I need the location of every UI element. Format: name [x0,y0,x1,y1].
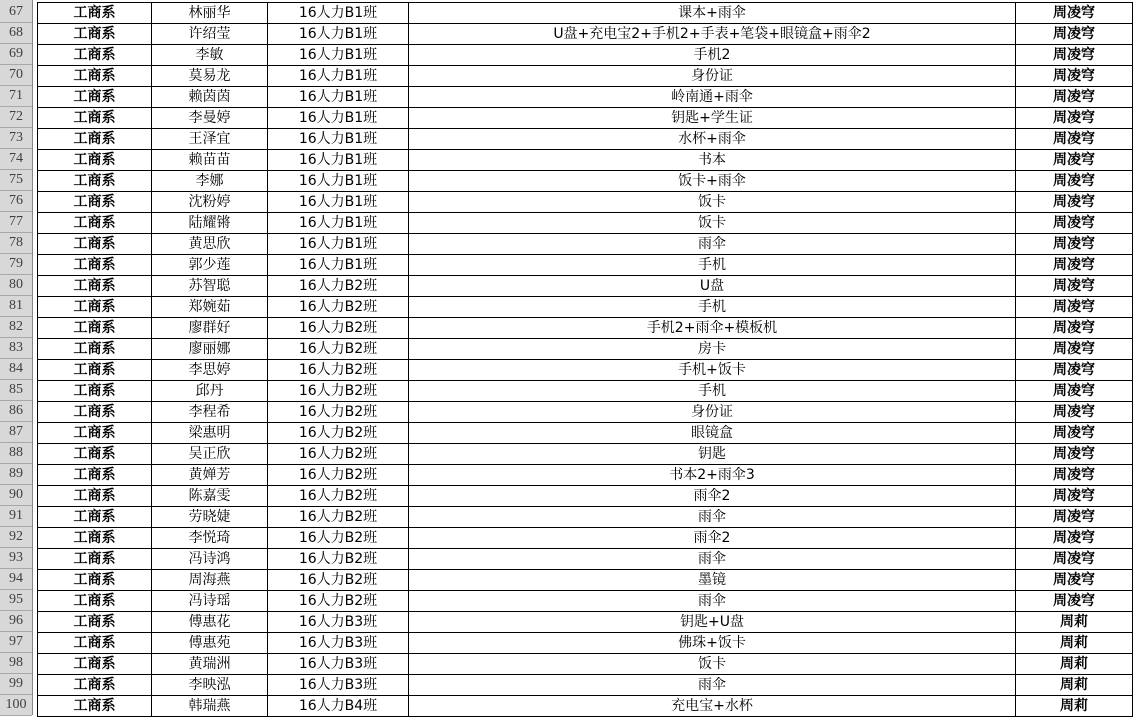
table-row [38,633,1133,654]
row-number[interactable]: 79 [0,254,32,275]
cell-student-name[interactable]: 黄思欣 [152,234,268,255]
table-row [38,549,1133,570]
cell-items[interactable]: 饭卡+雨伞 [409,171,1016,192]
cell-items[interactable]: 钥匙+学生证 [409,108,1016,129]
cell-handler[interactable]: 周凌穹 [1016,276,1133,297]
row-number[interactable]: 82 [0,317,32,338]
cell-items[interactable]: 手机+饭卡 [409,360,1016,381]
table-row [38,465,1133,486]
cell-student-name[interactable]: 李思婷 [152,360,268,381]
row-number[interactable]: 72 [0,107,32,128]
cell-department[interactable]: 工商系 [38,591,152,612]
cell-department[interactable]: 工商系 [38,66,152,87]
cell-handler[interactable]: 周凌穹 [1016,507,1133,528]
cell-student-name[interactable]: 莫易龙 [152,66,268,87]
table-row [38,108,1133,129]
row-number[interactable]: 93 [0,548,32,569]
cell-department[interactable]: 工商系 [38,24,152,45]
table-row [38,45,1133,66]
cell-student-name[interactable]: 梁惠明 [152,423,268,444]
row-number[interactable]: 78 [0,233,32,254]
cell-department[interactable]: 工商系 [38,570,152,591]
cell-items[interactable]: U盘+充电宝2+手机2+手表+笔袋+眼镜盒+雨伞2 [409,24,1016,45]
cell-class[interactable]: 16人力B1班 [268,171,409,192]
cell-student-name[interactable]: 劳晓婕 [152,507,268,528]
cell-class[interactable]: 16人力B3班 [268,612,409,633]
cell-student-name[interactable]: 韩瑞燕 [152,696,268,717]
cell-handler[interactable]: 周凌穹 [1016,3,1133,24]
row-number[interactable]: 71 [0,86,32,107]
cell-department[interactable]: 工商系 [38,507,152,528]
cell-department[interactable]: 工商系 [38,213,152,234]
cell-department[interactable]: 工商系 [38,192,152,213]
cell-handler[interactable]: 周凌穹 [1016,108,1133,129]
cell-items[interactable]: 饭卡 [409,213,1016,234]
table-row [38,213,1133,234]
row-number[interactable]: 94 [0,569,32,590]
cell-student-name[interactable]: 李映泓 [152,675,268,696]
cell-student-name[interactable]: 苏智聪 [152,276,268,297]
cell-items[interactable]: 雨伞 [409,234,1016,255]
cell-items[interactable]: 雨伞2 [409,486,1016,507]
cell-handler[interactable]: 周凌穹 [1016,150,1133,171]
table-row [38,150,1133,171]
cell-student-name[interactable]: 傅惠苑 [152,633,268,654]
row-number[interactable]: 98 [0,653,32,674]
cell-student-name[interactable]: 吴正欣 [152,444,268,465]
table-row [38,3,1133,24]
cell-class[interactable]: 16人力B1班 [268,45,409,66]
table-row [38,444,1133,465]
cell-department[interactable]: 工商系 [38,675,152,696]
cell-items[interactable]: 身份证 [409,66,1016,87]
cell-student-name[interactable]: 赖苗苗 [152,150,268,171]
cell-handler[interactable]: 周凌穹 [1016,318,1133,339]
cell-handler[interactable]: 周凌穹 [1016,45,1133,66]
cell-items[interactable]: 钥匙+U盘 [409,612,1016,633]
table-grid [37,2,1133,717]
cell-student-name[interactable]: 郑婉茹 [152,297,268,318]
cell-student-name[interactable]: 陆耀锵 [152,213,268,234]
cell-student-name[interactable]: 廖丽娜 [152,339,268,360]
cell-handler[interactable]: 周莉 [1016,654,1133,675]
row-number[interactable]: 92 [0,527,32,548]
cell-handler[interactable]: 周凌穹 [1016,381,1133,402]
row-number[interactable]: 75 [0,170,32,191]
row-number[interactable]: 99 [0,674,32,695]
row-number[interactable]: 90 [0,485,32,506]
cell-items[interactable]: 课本+雨伞 [409,3,1016,24]
cell-student-name[interactable]: 黄婵芳 [152,465,268,486]
cell-handler[interactable]: 周凌穹 [1016,465,1133,486]
cell-handler[interactable]: 周凌穹 [1016,24,1133,45]
cell-items[interactable]: 书本2+雨伞3 [409,465,1016,486]
cell-class[interactable]: 16人力B1班 [268,192,409,213]
table-row [38,591,1133,612]
cell-department[interactable]: 工商系 [38,150,152,171]
cell-class[interactable]: 16人力B2班 [268,360,409,381]
table-row [38,570,1133,591]
cell-student-name[interactable]: 冯诗鸿 [152,549,268,570]
cell-class[interactable]: 16人力B2班 [268,423,409,444]
cell-class[interactable]: 16人力B1班 [268,3,409,24]
table-row [38,129,1133,150]
row-number[interactable]: 84 [0,359,32,380]
cell-items[interactable]: 手机 [409,381,1016,402]
cell-handler[interactable]: 周凌穹 [1016,66,1133,87]
table-row [38,171,1133,192]
cell-items[interactable]: 佛珠+饭卡 [409,633,1016,654]
cell-items[interactable]: 雨伞 [409,507,1016,528]
row-number[interactable]: 87 [0,422,32,443]
cell-handler[interactable]: 周凌穹 [1016,213,1133,234]
cell-class[interactable]: 16人力B2班 [268,297,409,318]
row-number[interactable]: 77 [0,212,32,233]
cell-student-name[interactable]: 傅惠花 [152,612,268,633]
row-number[interactable]: 69 [0,44,32,65]
cell-handler[interactable]: 周凌穹 [1016,234,1133,255]
cell-department[interactable]: 工商系 [38,423,152,444]
cell-department[interactable]: 工商系 [38,612,152,633]
table-row [38,675,1133,696]
cell-student-name[interactable]: 赖茵茵 [152,87,268,108]
table-row [38,24,1133,45]
cell-handler[interactable]: 周凌穹 [1016,591,1133,612]
cell-department[interactable]: 工商系 [38,360,152,381]
row-header-column [0,0,33,715]
row-number[interactable]: 70 [0,65,32,86]
table-row [38,696,1133,717]
cell-department[interactable]: 工商系 [38,276,152,297]
cell-handler[interactable]: 周凌穹 [1016,486,1133,507]
cell-class[interactable]: 16人力B2班 [268,486,409,507]
cell-class[interactable]: 16人力B4班 [268,696,409,717]
cell-items[interactable]: 钥匙 [409,444,1016,465]
table-row [38,255,1133,276]
table-row [38,192,1133,213]
cell-student-name[interactable]: 陈嘉雯 [152,486,268,507]
cell-handler[interactable]: 周莉 [1016,675,1133,696]
cell-class[interactable]: 16人力B2班 [268,528,409,549]
cell-department[interactable]: 工商系 [38,486,152,507]
cell-class[interactable]: 16人力B1班 [268,213,409,234]
cell-department[interactable]: 工商系 [38,3,152,24]
cell-student-name[interactable]: 林丽华 [152,3,268,24]
cell-handler[interactable]: 周凌穹 [1016,360,1133,381]
cell-handler[interactable]: 周凌穹 [1016,171,1133,192]
row-number[interactable]: 100 [0,695,32,716]
cell-department[interactable]: 工商系 [38,465,152,486]
cell-class[interactable]: 16人力B2班 [268,318,409,339]
cell-department[interactable]: 工商系 [38,444,152,465]
cell-class[interactable]: 16人力B1班 [268,255,409,276]
cell-department[interactable]: 工商系 [38,696,152,717]
row-number[interactable]: 95 [0,590,32,611]
cell-class[interactable]: 16人力B1班 [268,129,409,150]
cell-student-name[interactable]: 邱丹 [152,381,268,402]
row-number[interactable]: 81 [0,296,32,317]
cell-department[interactable]: 工商系 [38,45,152,66]
cell-department[interactable]: 工商系 [38,339,152,360]
cell-handler[interactable]: 周凌穹 [1016,339,1133,360]
cell-class[interactable]: 16人力B1班 [268,87,409,108]
table-row [38,612,1133,633]
cell-class[interactable]: 16人力B2班 [268,444,409,465]
cell-class[interactable]: 16人力B2班 [268,591,409,612]
cell-class[interactable]: 16人力B2班 [268,402,409,423]
cell-items[interactable]: 雨伞 [409,591,1016,612]
cell-class[interactable]: 16人力B2班 [268,549,409,570]
cell-department[interactable]: 工商系 [38,633,152,654]
row-number[interactable]: 86 [0,401,32,422]
row-number[interactable]: 80 [0,275,32,296]
table-row [38,528,1133,549]
cell-items[interactable]: 饭卡 [409,654,1016,675]
table-row [38,339,1133,360]
cell-handler[interactable]: 周莉 [1016,696,1133,717]
cell-class[interactable]: 16人力B1班 [268,66,409,87]
cell-handler[interactable]: 周凌穹 [1016,423,1133,444]
cell-handler[interactable]: 周凌穹 [1016,549,1133,570]
cell-student-name[interactable]: 黄瑞洲 [152,654,268,675]
cell-department[interactable]: 工商系 [38,381,152,402]
cell-class[interactable]: 16人力B1班 [268,150,409,171]
cell-class[interactable]: 16人力B1班 [268,234,409,255]
cell-handler[interactable]: 周凌穹 [1016,87,1133,108]
cell-items[interactable]: 手机2+雨伞+模板机 [409,318,1016,339]
table-row [38,360,1133,381]
row-number[interactable]: 97 [0,632,32,653]
cell-items[interactable]: 书本 [409,150,1016,171]
cell-class[interactable]: 16人力B2班 [268,339,409,360]
row-number[interactable]: 74 [0,149,32,170]
row-number[interactable]: 67 [0,2,32,23]
cell-items[interactable]: U盘 [409,276,1016,297]
table-row [38,234,1133,255]
row-number[interactable]: 76 [0,191,32,212]
cell-department[interactable]: 工商系 [38,549,152,570]
row-number[interactable]: 83 [0,338,32,359]
row-number[interactable]: 88 [0,443,32,464]
cell-handler[interactable]: 周莉 [1016,633,1133,654]
cell-department[interactable]: 工商系 [38,108,152,129]
cell-handler[interactable]: 周凌穹 [1016,192,1133,213]
cell-handler[interactable]: 周凌穹 [1016,129,1133,150]
cell-items[interactable]: 岭南通+雨伞 [409,87,1016,108]
cell-items[interactable]: 雨伞2 [409,528,1016,549]
table-row [38,402,1133,423]
table-row [38,423,1133,444]
cell-department[interactable]: 工商系 [38,402,152,423]
cell-class[interactable]: 16人力B2班 [268,570,409,591]
cell-department[interactable]: 工商系 [38,87,152,108]
table-row [38,654,1133,675]
cell-handler[interactable]: 周凌穹 [1016,528,1133,549]
cell-department[interactable]: 工商系 [38,234,152,255]
cell-department[interactable]: 工商系 [38,318,152,339]
cell-items[interactable]: 饭卡 [409,192,1016,213]
cell-items[interactable]: 雨伞 [409,675,1016,696]
cell-handler[interactable]: 周凌穹 [1016,297,1133,318]
cell-handler[interactable]: 周凌穹 [1016,255,1133,276]
row-number[interactable]: 96 [0,611,32,632]
cell-class[interactable]: 16人力B2班 [268,507,409,528]
cell-items[interactable]: 眼镜盒 [409,423,1016,444]
cell-items[interactable]: 雨伞 [409,549,1016,570]
cell-student-name[interactable]: 冯诗瑶 [152,591,268,612]
cell-items[interactable]: 房卡 [409,339,1016,360]
cell-department[interactable]: 工商系 [38,171,152,192]
row-number[interactable]: 73 [0,128,32,149]
cell-student-name[interactable]: 李曼婷 [152,108,268,129]
cell-items[interactable]: 水杯+雨伞 [409,129,1016,150]
cell-student-name[interactable]: 李悦琦 [152,528,268,549]
cell-handler[interactable]: 周凌穹 [1016,444,1133,465]
table-row [38,276,1133,297]
cell-class[interactable]: 16人力B2班 [268,381,409,402]
cell-student-name[interactable]: 郭少莲 [152,255,268,276]
cell-department[interactable]: 工商系 [38,129,152,150]
cell-items[interactable]: 充电宝+水杯 [409,696,1016,717]
cell-items[interactable]: 身份证 [409,402,1016,423]
cell-handler[interactable]: 周莉 [1016,612,1133,633]
row-number[interactable]: 89 [0,464,32,485]
cell-items[interactable]: 手机 [409,255,1016,276]
table-row [38,486,1133,507]
cell-student-name[interactable]: 周海燕 [152,570,268,591]
cell-class[interactable]: 16人力B1班 [268,24,409,45]
cell-class[interactable]: 16人力B1班 [268,108,409,129]
cell-class[interactable]: 16人力B3班 [268,654,409,675]
row-number[interactable]: 85 [0,380,32,401]
cell-student-name[interactable]: 沈粉婷 [152,192,268,213]
table-row [38,297,1133,318]
cell-class[interactable]: 16人力B2班 [268,276,409,297]
cell-class[interactable]: 16人力B3班 [268,675,409,696]
table-row [38,381,1133,402]
cell-class[interactable]: 16人力B3班 [268,633,409,654]
cell-department[interactable]: 工商系 [38,255,152,276]
cell-items[interactable]: 墨镜 [409,570,1016,591]
table-row [38,87,1133,108]
cell-items[interactable]: 手机 [409,297,1016,318]
table-row [38,66,1133,87]
cell-student-name[interactable]: 李娜 [152,171,268,192]
cell-student-name[interactable]: 许绍莹 [152,24,268,45]
cell-handler[interactable]: 周凌穹 [1016,402,1133,423]
cell-class[interactable]: 16人力B2班 [268,465,409,486]
cell-student-name[interactable]: 李敏 [152,45,268,66]
cell-handler[interactable]: 周凌穹 [1016,570,1133,591]
cell-student-name[interactable]: 王泽宜 [152,129,268,150]
cell-items[interactable]: 手机2 [409,45,1016,66]
cell-student-name[interactable]: 李程希 [152,402,268,423]
cell-department[interactable]: 工商系 [38,654,152,675]
row-number[interactable]: 91 [0,506,32,527]
cell-department[interactable]: 工商系 [38,528,152,549]
cell-department[interactable]: 工商系 [38,297,152,318]
row-number[interactable]: 68 [0,23,32,44]
table-row [38,318,1133,339]
table-row [38,507,1133,528]
cell-student-name[interactable]: 廖群好 [152,318,268,339]
